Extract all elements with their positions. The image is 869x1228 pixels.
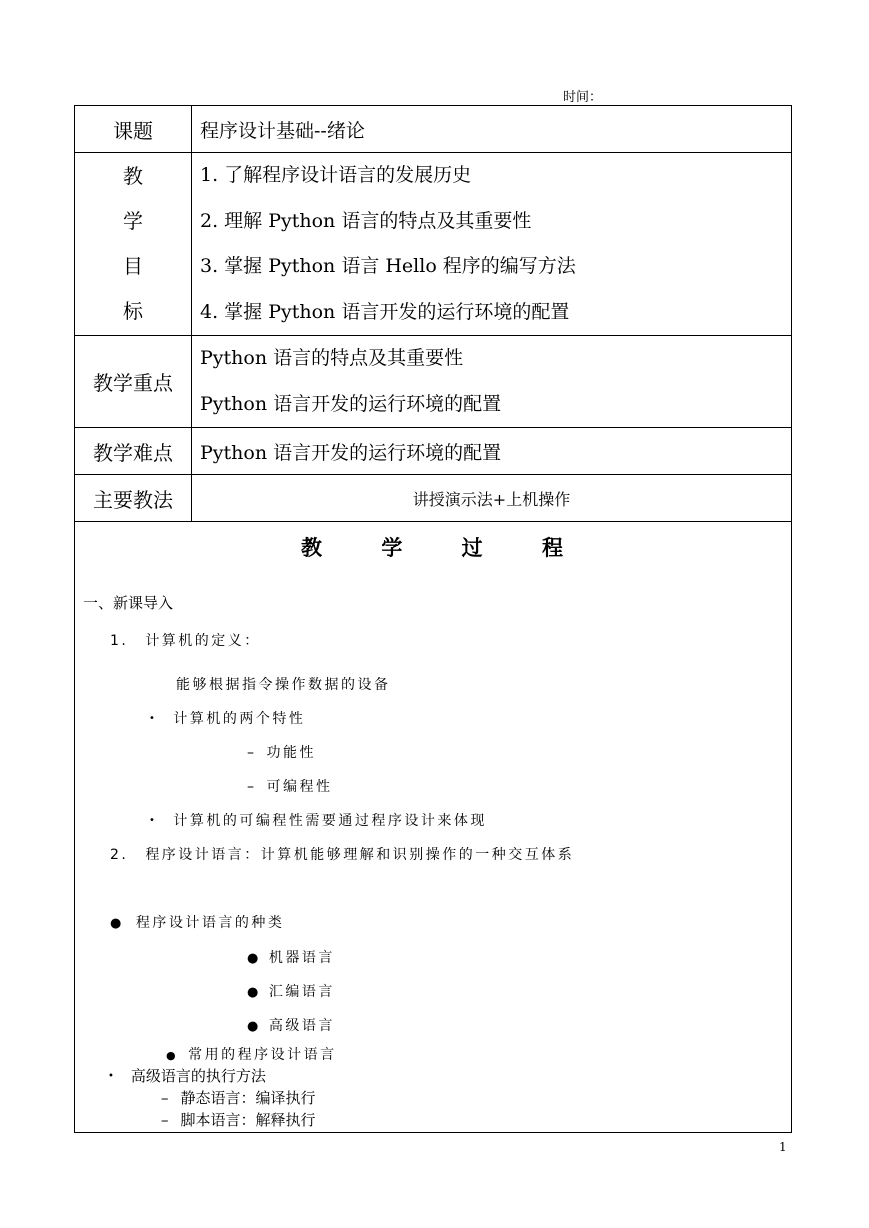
exec-static	[161, 1087, 316, 1108]
dash-icon: –	[161, 1111, 169, 1129]
goals-row	[75, 153, 792, 336]
time-label: 时间：	[563, 90, 603, 105]
key-points-list	[192, 336, 792, 428]
topic-label: 课题	[75, 106, 192, 153]
bullet-common	[166, 1044, 337, 1064]
goals-label-char: 目	[123, 254, 143, 278]
goals-label-char: 学	[123, 209, 143, 233]
item2	[110, 844, 574, 864]
item1-title: 计算机的定义：	[145, 633, 261, 649]
process-row	[75, 522, 792, 1133]
bullet-exec-text: 高级语言的执行方法	[130, 1067, 266, 1085]
feature-programmability-text: 可编程性	[266, 779, 333, 795]
filled-circle-icon: ●	[247, 1019, 261, 1034]
key-point-item: Python 语言的特点及其重要性	[200, 347, 464, 369]
process-title-char: 过	[461, 535, 485, 560]
bullet-dot-icon: •	[149, 713, 158, 724]
type-machine	[247, 947, 335, 967]
bullet-common-text: 常用的程序设计语言	[188, 1047, 337, 1063]
feature-functionality	[247, 742, 316, 762]
method-value: 讲授演示法+上机操作	[192, 475, 792, 522]
bullet-programming-text: 计算机的可编程性需要通过程序设计来体现	[173, 813, 487, 829]
bullet-two-features-text: 计算机的两个特性	[173, 711, 306, 727]
definition-text: 能够根据指令操作数据的设备	[176, 677, 391, 693]
bullet-types-text: 程序设计语言的种类	[135, 915, 285, 931]
key-points-label: 教学重点	[75, 336, 192, 428]
process-title-char: 学	[381, 535, 405, 560]
filled-circle-icon: ●	[110, 916, 124, 931]
bullet-types	[110, 912, 284, 932]
goals-label	[75, 153, 192, 336]
exec-static-text: 静态语言：编译执行	[180, 1089, 316, 1107]
goals-label-char: 标	[123, 299, 143, 323]
method-label: 主要教法	[75, 475, 192, 522]
goals-list	[192, 153, 792, 336]
process-title-char: 程	[541, 535, 565, 560]
difficulty-value: Python 语言开发的运行环境的配置	[192, 428, 792, 475]
dash-icon: –	[247, 745, 257, 761]
section1-heading: 一、新课导入	[83, 594, 174, 612]
item2-number: 2.	[110, 847, 129, 863]
process-title	[75, 532, 791, 562]
key-point-item: Python 语言开发的运行环境的配置	[200, 392, 502, 415]
difficulty-row	[75, 428, 792, 475]
page-number: 1	[779, 1140, 787, 1154]
goal-item: 3. 掌握 Python 语言 Hello 程序的编写方法	[200, 255, 576, 277]
type-high-text: 高级语言	[268, 1018, 335, 1034]
dash-icon: –	[161, 1089, 169, 1107]
bullet-two-features	[149, 708, 305, 728]
difficulty-label: 教学难点	[75, 428, 192, 475]
process-title-char: 教	[301, 535, 325, 560]
item1-number: 1.	[110, 633, 129, 649]
bullet-programming	[149, 810, 487, 830]
goal-item: 2. 理解 Python 语言的特点及其重要性	[200, 209, 532, 232]
process-content	[75, 522, 791, 1132]
bullet-dot-icon: •	[149, 815, 158, 826]
feature-functionality-text: 功能性	[266, 745, 316, 761]
feature-programmability	[247, 776, 333, 796]
item1	[110, 630, 261, 650]
filled-circle-icon: ●	[247, 985, 261, 1000]
exec-script-text: 脚本语言：解释执行	[180, 1111, 316, 1129]
goal-item: 1. 了解程序设计语言的发展历史	[200, 164, 472, 186]
type-machine-text: 机器语言	[268, 950, 335, 966]
process-cell	[75, 522, 792, 1133]
lesson-plan-table	[74, 105, 792, 1133]
item2-text: 程序设计语言：计算机能够理解和识别操作的一种交互体系	[145, 847, 575, 863]
bullet-exec	[108, 1065, 266, 1086]
key-points-row	[75, 336, 792, 428]
method-row	[75, 475, 792, 522]
filled-circle-icon: ●	[166, 1049, 179, 1062]
type-assembly-text: 汇编语言	[268, 984, 335, 1000]
topic-value: 程序设计基础--绪论	[192, 106, 792, 153]
goal-item: 4. 掌握 Python 语言开发的运行环境的配置	[200, 300, 570, 323]
type-high	[247, 1015, 335, 1035]
dash-icon: –	[247, 779, 257, 795]
exec-script	[161, 1109, 316, 1130]
topic-row	[75, 106, 792, 153]
type-assembly	[247, 981, 335, 1001]
goals-label-char: 教	[123, 164, 143, 188]
bullet-dot-icon: •	[108, 1071, 114, 1082]
filled-circle-icon: ●	[247, 951, 261, 966]
